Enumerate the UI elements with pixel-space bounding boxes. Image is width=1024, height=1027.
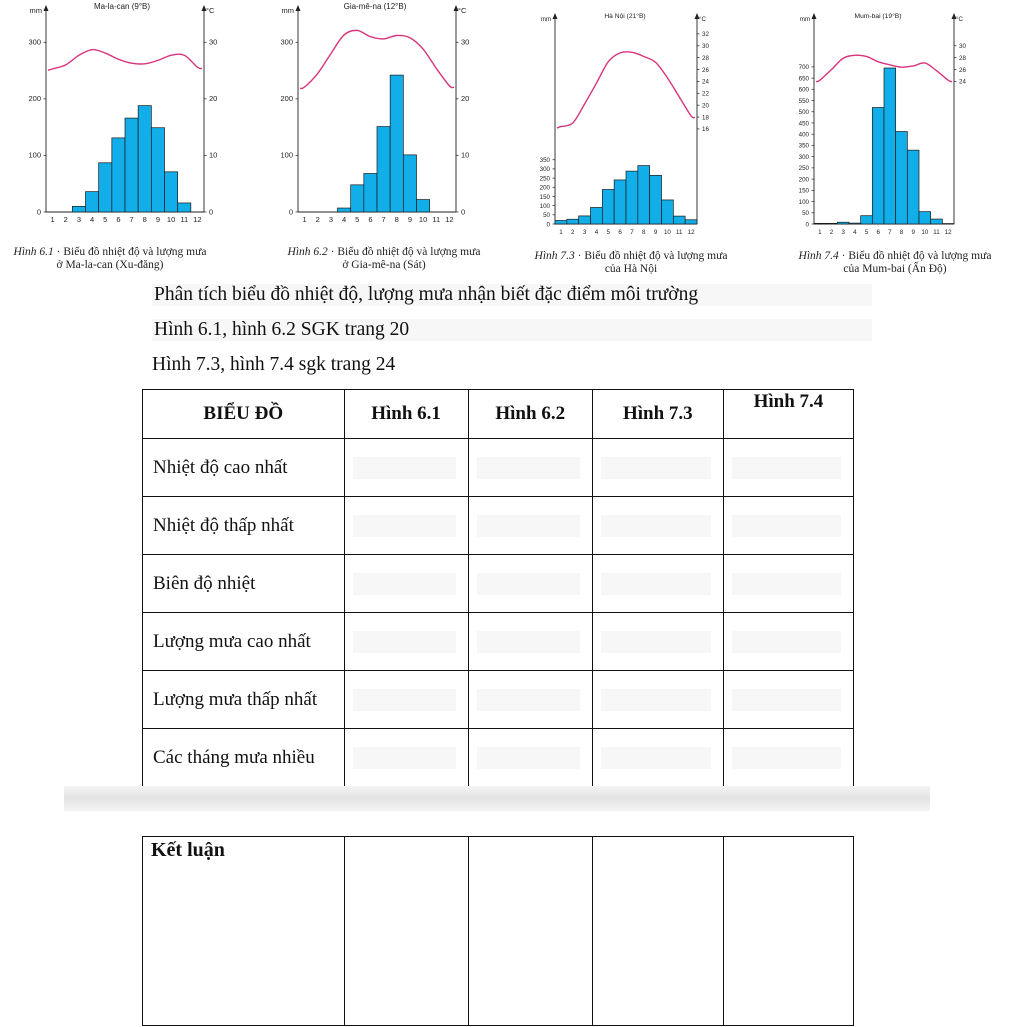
left-tick-label: 350 <box>539 157 550 165</box>
rainfall-bar <box>626 171 638 224</box>
rainfall-bar <box>650 175 662 224</box>
left-tick-label: 50 <box>802 210 809 218</box>
rainfall-bar <box>86 192 99 212</box>
answer-cell[interactable] <box>592 837 723 1026</box>
intro-line-1: Phân tích biểu đồ nhiệt độ, lượng mưa nhận biết đặc điểm môi trường <box>152 284 872 306</box>
chart-svg <box>272 0 482 240</box>
caption-fig-label: Hình 7.4 <box>798 250 839 262</box>
left-tick-label: 0 <box>546 221 550 229</box>
right-unit-label: °C <box>458 6 467 15</box>
caption-fig-label: Hình 6.1 <box>13 246 54 258</box>
left-tick-label: 550 <box>798 97 809 105</box>
caption-fig-label: Hình 7.3 <box>534 250 575 262</box>
answer-cell[interactable] <box>344 497 468 555</box>
month-label: 9 <box>407 215 413 224</box>
month-label: 10 <box>663 229 671 236</box>
left-tick-label: 0 <box>805 221 809 229</box>
month-label: 7 <box>888 229 892 236</box>
month-label: 7 <box>129 215 134 224</box>
caption-fig-6-2 <box>274 246 494 272</box>
answer-cell[interactable] <box>723 837 853 1026</box>
table-row <box>143 837 854 1026</box>
right-tick-label: 22 <box>702 90 709 98</box>
month-label: 1 <box>50 215 55 224</box>
row-label: Lượng mưa cao nhất <box>143 613 345 671</box>
col-header: Hình 6.1 <box>344 390 468 439</box>
rainfall-bar <box>178 203 191 212</box>
rainfall-bar <box>377 127 390 212</box>
rainfall-bar <box>591 207 603 224</box>
month-label: 11 <box>676 229 683 236</box>
chart-malacan <box>20 0 230 240</box>
rainfall-bar <box>673 216 685 224</box>
conclusion-label: Kết luận <box>143 837 345 1026</box>
rainfall-bar <box>614 180 626 224</box>
left-tick-label: 0 <box>288 207 293 217</box>
left-tick-label: 250 <box>798 165 809 173</box>
month-label: 5 <box>355 215 360 224</box>
month-label: 12 <box>193 215 202 224</box>
answer-cell[interactable] <box>344 671 468 729</box>
left-tick-label: 0 <box>36 207 41 217</box>
right-tick-label: 24 <box>959 78 966 86</box>
answer-cell[interactable] <box>723 729 853 787</box>
chart-svg <box>525 0 725 240</box>
month-label: 10 <box>418 215 428 224</box>
left-tick-label: 300 <box>280 37 293 47</box>
right-tick-label: 30 <box>959 43 966 51</box>
right-tick-label: 30 <box>461 37 470 47</box>
left-tick-label: 500 <box>798 109 809 117</box>
answer-cell[interactable] <box>468 613 592 671</box>
conclusion-table <box>142 836 854 1026</box>
right-tick-label: 24 <box>702 78 709 86</box>
left-tick-label: 300 <box>28 37 41 47</box>
rainfall-bar <box>896 132 908 224</box>
chart-mumbai <box>778 0 978 240</box>
right-tick-label: 0 <box>461 207 466 217</box>
rainfall-bar <box>884 68 896 224</box>
left-axis-arrow-icon <box>296 5 301 11</box>
month-label: 4 <box>341 215 347 224</box>
rainfall-bar <box>579 216 591 224</box>
month-label: 9 <box>653 229 658 236</box>
left-tick-label: 100 <box>28 150 41 160</box>
table-row <box>143 671 854 729</box>
caption-text: · Biểu đồ nhiệt độ và lượng mưa <box>574 250 728 262</box>
left-tick-label: 100 <box>798 198 809 206</box>
rainfall-bar <box>165 172 178 212</box>
month-label: 2 <box>315 215 320 224</box>
month-label: 6 <box>618 229 622 236</box>
left-tick-label: 450 <box>798 120 809 128</box>
left-tick-label: 600 <box>798 86 809 94</box>
rainfall-bar <box>125 118 138 212</box>
month-label: 10 <box>166 215 176 224</box>
right-tick-label: 32 <box>702 31 709 39</box>
table-header-row <box>143 390 854 439</box>
answer-cell[interactable] <box>723 555 853 613</box>
answer-cell[interactable] <box>592 439 723 497</box>
rainfall-bar <box>861 216 873 224</box>
chart-hanoi <box>525 0 725 240</box>
row-label: Các tháng mưa nhiều <box>143 729 345 787</box>
month-label: 5 <box>103 215 108 224</box>
row-label: Nhiệt độ thấp nhất <box>143 497 345 555</box>
month-label: 5 <box>864 229 869 236</box>
month-label: 1 <box>559 229 563 236</box>
temperature-line <box>48 50 202 71</box>
month-label: 5 <box>606 229 610 236</box>
answer-cell[interactable] <box>468 671 592 729</box>
rainfall-bar <box>602 189 614 224</box>
answer-cell[interactable] <box>592 671 723 729</box>
month-label: 2 <box>571 229 575 236</box>
right-tick-label: 20 <box>209 94 218 104</box>
month-label: 6 <box>368 215 373 224</box>
left-axis-arrow-icon <box>812 13 817 19</box>
month-label: 1 <box>302 215 307 224</box>
right-unit-label: °C <box>206 6 215 15</box>
answer-cell[interactable] <box>723 613 853 671</box>
answer-cell[interactable] <box>723 671 853 729</box>
chart-giamena <box>272 0 482 240</box>
chart-title: Ma-la-can (9°B) <box>93 2 151 11</box>
month-label: 3 <box>582 229 587 236</box>
month-label: 8 <box>142 215 147 224</box>
chart-svg <box>20 0 230 240</box>
rainfall-bar <box>151 128 164 212</box>
caption-fig-6-1 <box>0 246 220 272</box>
left-tick-label: 300 <box>539 166 550 174</box>
answer-cell[interactable] <box>592 613 723 671</box>
left-tick-label: 650 <box>798 75 809 83</box>
col-header: Hình 7.3 <box>592 390 723 439</box>
left-tick-label: 700 <box>798 64 809 72</box>
row-label: Lượng mưa thấp nhất <box>143 671 345 729</box>
answer-cell[interactable] <box>344 729 468 787</box>
chart-title: Mum-bai (19°B) <box>854 13 902 20</box>
month-label: 4 <box>594 229 599 236</box>
rainfall-bar <box>112 138 125 212</box>
month-label: 3 <box>841 229 845 236</box>
left-tick-label: 200 <box>539 184 550 192</box>
caption-fig-label: Hình 6.2 <box>287 246 328 258</box>
answer-cell[interactable] <box>468 837 592 1026</box>
col-header: Hình 7.4 <box>723 390 853 439</box>
month-label: 12 <box>445 215 454 224</box>
left-tick-label: 200 <box>28 94 41 104</box>
table-row <box>143 439 854 497</box>
right-tick-label: 20 <box>702 102 709 110</box>
rainfall-bar <box>417 200 430 212</box>
right-tick-label: 10 <box>461 150 470 160</box>
month-label: 1 <box>818 229 822 236</box>
left-unit-label: mm <box>29 6 42 15</box>
rainfall-bar <box>907 150 919 224</box>
answer-cell[interactable] <box>344 837 468 1026</box>
rainfall-bar <box>685 220 697 224</box>
rainfall-bar <box>390 75 403 212</box>
table-row <box>143 497 854 555</box>
month-label: 10 <box>921 229 929 236</box>
caption-text: ở Gia-mê-na (Sát) <box>342 259 426 271</box>
month-label: 7 <box>630 229 634 236</box>
answer-cell[interactable] <box>468 555 592 613</box>
right-tick-label: 26 <box>702 66 709 74</box>
answer-cell[interactable] <box>344 613 468 671</box>
month-label: 2 <box>63 215 68 224</box>
answer-cell[interactable] <box>723 439 853 497</box>
answer-cell[interactable] <box>468 439 592 497</box>
left-tick-label: 150 <box>539 193 550 201</box>
answer-cell[interactable] <box>344 439 468 497</box>
month-label: 8 <box>394 215 399 224</box>
right-unit-label: °C <box>699 16 706 23</box>
right-unit-label: °C <box>956 16 963 23</box>
col-header: BIỂU ĐỒ <box>143 390 345 439</box>
row-label: Nhiệt độ cao nhất <box>143 439 345 497</box>
caption-text: · Biểu đồ nhiệt độ và lượng mưa <box>838 250 992 262</box>
caption-text: · Biểu đồ nhiệt độ và lượng mưa <box>327 246 481 258</box>
answer-cell[interactable] <box>468 729 592 787</box>
left-tick-label: 250 <box>539 175 550 183</box>
month-label: 11 <box>180 215 189 224</box>
rainfall-bar <box>872 108 884 224</box>
month-label: 12 <box>944 229 952 236</box>
caption-text: · Biểu đồ nhiệt độ và lượng mưa <box>53 246 207 258</box>
month-label: 6 <box>116 215 121 224</box>
chart-title: Gia-mê-na (12°B) <box>343 2 407 11</box>
rainfall-bar <box>99 163 112 212</box>
month-label: 3 <box>76 215 82 224</box>
left-tick-label: 100 <box>539 202 550 210</box>
rainfall-bar <box>364 174 377 212</box>
answer-cell[interactable] <box>344 555 468 613</box>
col-header: Hình 6.2 <box>468 390 592 439</box>
rainfall-bar <box>72 206 85 212</box>
rainfall-bar <box>814 223 826 224</box>
table-row <box>143 729 854 787</box>
left-axis-arrow-icon <box>44 5 49 11</box>
month-label: 11 <box>432 215 441 224</box>
right-tick-label: 28 <box>702 54 709 62</box>
caption-fig-7-3 <box>523 250 739 276</box>
left-tick-label: 200 <box>798 176 809 184</box>
rainfall-bar <box>826 223 838 224</box>
month-label: 9 <box>155 215 161 224</box>
left-tick-label: 300 <box>798 153 809 161</box>
month-label: 12 <box>687 229 695 236</box>
month-label: 11 <box>933 229 940 236</box>
intro-line-2: Hình 6.1, hình 6.2 SGK trang 20 <box>152 319 872 341</box>
rainfall-bar <box>138 106 151 212</box>
row-label: Biên độ nhiệt <box>143 555 345 613</box>
rainfall-bar <box>403 155 416 212</box>
month-label: 4 <box>89 215 95 224</box>
temperature-line <box>557 52 695 128</box>
month-label: 8 <box>899 229 904 236</box>
section-divider <box>64 786 930 811</box>
month-label: 2 <box>829 229 834 236</box>
intro-line-3: Hình 7.3, hình 7.4 sgk trang 24 <box>152 354 396 375</box>
answer-cell[interactable] <box>723 497 853 555</box>
left-tick-label: 400 <box>798 131 809 139</box>
right-tick-label: 10 <box>209 150 218 160</box>
chart-title: Hà Nội (21°B) <box>604 13 646 20</box>
answer-cell[interactable] <box>592 555 723 613</box>
left-tick-label: 200 <box>280 94 293 104</box>
left-tick-label: 350 <box>798 142 809 150</box>
left-unit-label: mm <box>540 16 551 23</box>
table-row <box>143 613 854 671</box>
month-label: 3 <box>328 215 334 224</box>
left-tick-label: 150 <box>798 187 809 195</box>
right-tick-label: 18 <box>702 114 709 122</box>
caption-text: ở Ma-la-can (Xu-đăng) <box>56 259 164 271</box>
left-tick-label: 100 <box>280 150 293 160</box>
month-label: 8 <box>642 229 646 236</box>
temperature-line <box>300 30 454 88</box>
month-label: 7 <box>381 215 386 224</box>
left-unit-label: mm <box>799 16 810 23</box>
caption-fig-7-4 <box>786 250 1004 276</box>
right-tick-label: 28 <box>959 54 966 62</box>
rainfall-bar <box>662 200 674 224</box>
right-tick-label: 30 <box>209 37 218 47</box>
rainfall-bar <box>849 223 861 224</box>
left-axis-arrow-icon <box>553 13 558 19</box>
rainfall-bar <box>837 222 849 224</box>
rainfall-bar <box>919 212 931 224</box>
caption-text: của Mum-bai (Ấn Độ) <box>843 263 947 275</box>
rainfall-bar <box>567 219 579 224</box>
right-tick-label: 26 <box>959 66 966 74</box>
answer-cell[interactable] <box>468 497 592 555</box>
right-tick-label: 30 <box>702 43 709 51</box>
analysis-table <box>142 389 854 787</box>
chart-svg <box>778 0 978 240</box>
rainfall-bar <box>638 166 650 224</box>
table-row <box>143 555 854 613</box>
rainfall-bar <box>931 219 943 224</box>
month-label: 9 <box>911 229 915 236</box>
right-tick-label: 16 <box>702 126 709 134</box>
caption-text: của Hà Nội <box>604 263 658 275</box>
left-unit-label: mm <box>281 6 294 15</box>
month-label: 4 <box>853 229 857 236</box>
left-tick-label: 50 <box>543 212 550 220</box>
rainfall-bar <box>555 221 567 224</box>
rainfall-bar <box>338 208 351 212</box>
month-label: 6 <box>876 229 880 236</box>
right-tick-label: 20 <box>461 94 470 104</box>
right-tick-label: 0 <box>209 207 214 217</box>
answer-cell[interactable] <box>592 497 723 555</box>
rainfall-bar <box>351 185 364 212</box>
answer-cell[interactable] <box>592 729 723 787</box>
